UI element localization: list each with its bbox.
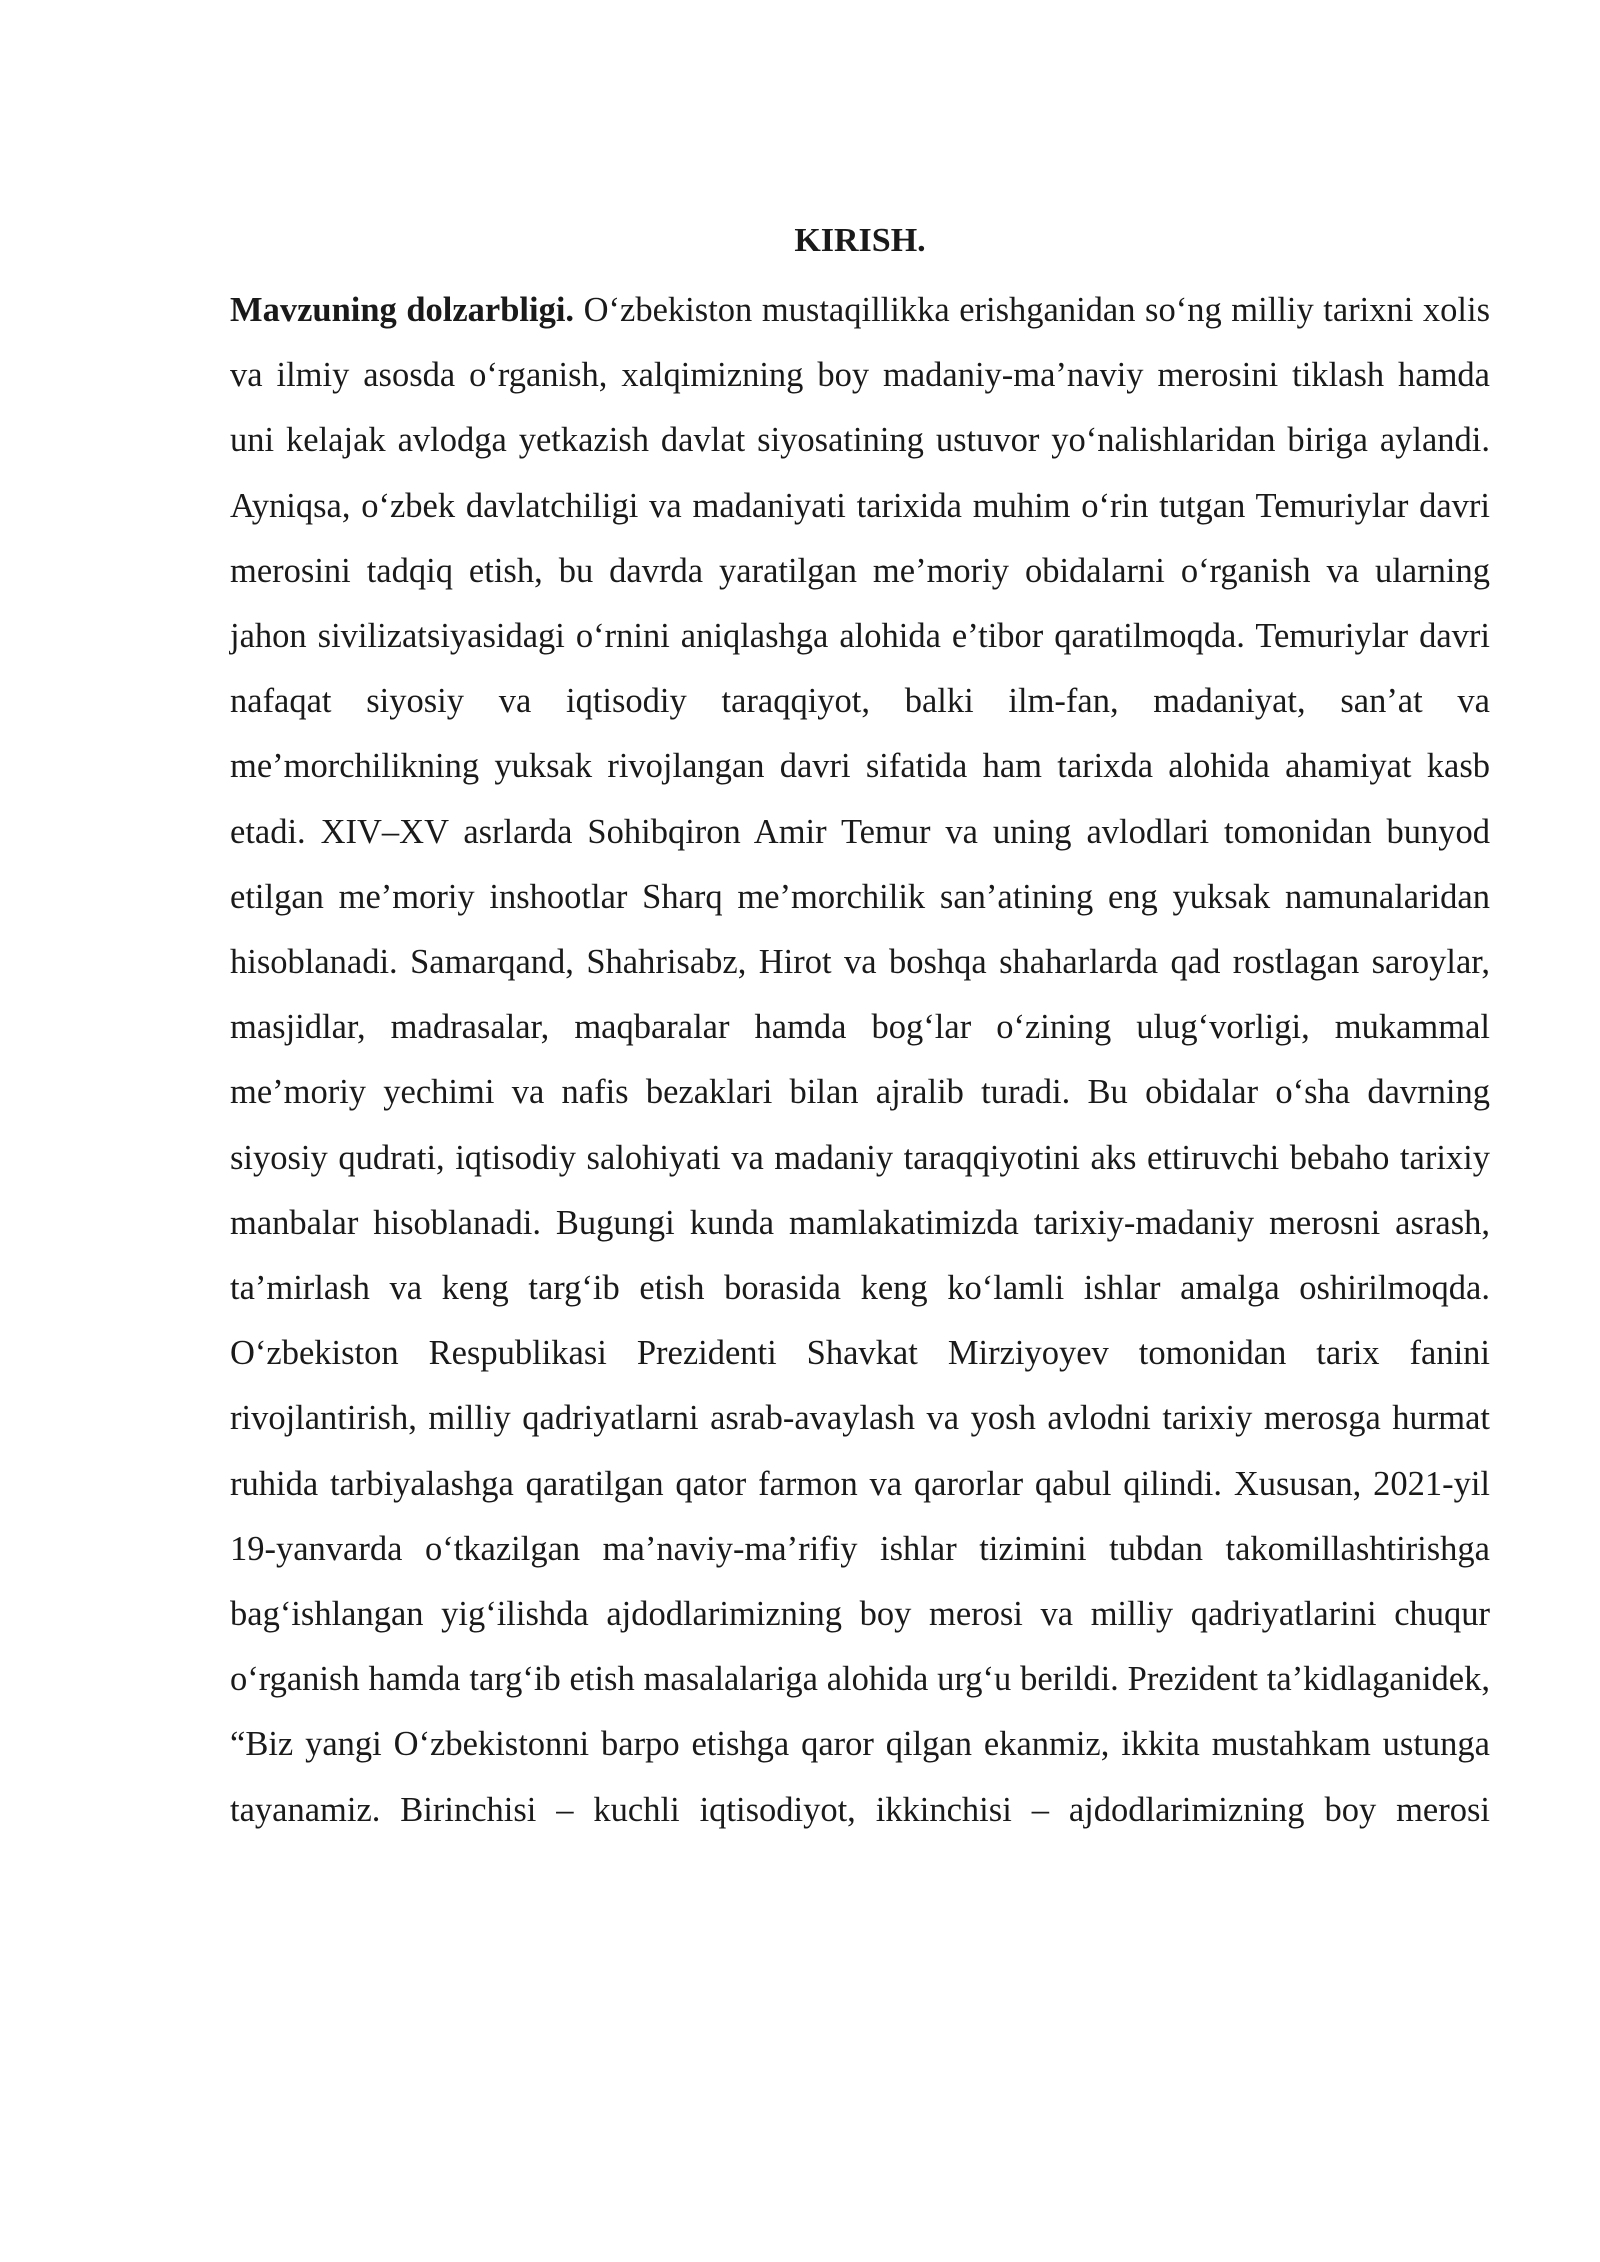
paragraph-text: O‘zbekiston mustaqillikka erishganidan so‘ng milliy tarixni xolis va ilmiy asosda o‘rganish, xalqimizning boy madaniy-ma’naviy merosini tiklash hamda uni kelajak avlodga yetkazish davlat siyosatining ustuvor yo‘nalishlaridan biriga aylandi. Ayniqsa, o‘zbek davlatchiligi va madaniyati tarixida muhim o‘rin tutgan Temuriylar davri merosini tadqiq etish, bu davrda yaratilgan me’moriy obidalarni o‘rganish va ularning jahon sivilizatsiyasidagi o‘rnini aniqlashga alohida e’tibor qaratilmoqda. Temuriylar davri nafaqat siyosiy va iqtisodiy taraqqiyot, balki ilm-fan, madaniyat, san’at va me’morchilikning yuksak rivojlangan davri sifatida ham tarixda alohida ahamiyat kasb etadi. XIV–XV asrlarda Sohibqiron Amir Temur va uning avlodlari tomonidan bunyod etilgan me’moriy inshootlar Sharq me’morchilik san’atining eng yuksak namunalaridan hisoblanadi. Samarqand, Shahrisabz, Hirot va boshqa shaharlarda qad rostlagan saroylar, masjidlar, madrasalar, maqbaralar hamda bog‘lar o‘zining ulug‘vorligi, mukammal me’moriy yechimi va nafis bezaklari bilan ajralib turadi. Bu obidalar o‘sha davrning siyosiy qudrati, iqtisodiy salohiyati va madaniy taraqqiyotini aks ettiruvchi bebaho tarixiy manbalar hisoblanadi. Bugungi kunda mamlakatimizda tarixiy-madaniy merosni asrash, ta’mirlash va keng targ‘ib etish borasida keng ko‘lamli ishlar amalga oshirilmoqda. O‘zbekiston Respublikasi Prezidenti Shavkat Mirziyoyev tomonidan tarix fanini rivojlantirish, milliy qadriyatlarni asrab-avaylash va yosh avlodni tarixiy merosga hurmat ruhida tarbiyalashga qaratilgan qator farmon va qarorlar qabul qilindi. Xususan, 2021-yil 19-yanvarda o‘tkazilgan ma’naviy-ma’rifiy ishlar tizimini tubdan takomillashtirishga bag‘ishlangan yig‘ilishda ajdodlarimizning boy merosi va milliy qadriyatlarini chuqur o‘rganish hamda targ‘ib etish masalalariga alohida urg‘u berildi. Prezident ta’kidlaganidek, “Biz yangi O‘zbekistonni barpo etishga qaror qilgan ekanmiz, ikkita mustahkam ustunga tayanamiz. Birinchisi – kuchli iqtisodiyot, ikkinchisi – ajdodlarimizning boy merosi	[230, 291, 1490, 1829]
page-title: KIRISH.	[794, 222, 926, 259]
document-page	[230, 216, 1490, 1843]
body-paragraph	[230, 278, 1490, 1843]
paragraph-lead: Mavzuning dolzarbligi.	[230, 291, 575, 329]
